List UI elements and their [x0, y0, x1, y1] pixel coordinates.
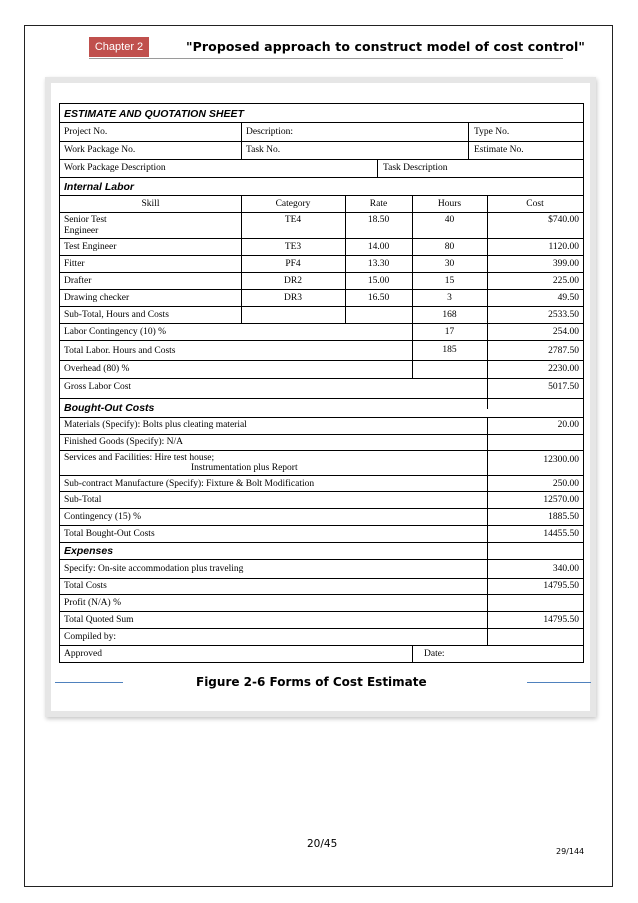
chapter-title: "Proposed approach to construct model of cost control" — [186, 39, 586, 54]
col-skill: Skill — [141, 199, 160, 209]
contingency-hours: 17 — [444, 327, 455, 337]
approved-label: Approved — [64, 649, 102, 659]
labor-category: DR3 — [284, 293, 302, 303]
materials-cost: 20.00 — [557, 420, 579, 430]
total-costs: 14795.50 — [543, 581, 579, 591]
description-label: Description: — [246, 127, 293, 137]
profit-label: Profit (N/A) % — [64, 598, 121, 608]
labor-category: TE4 — [284, 215, 302, 225]
subcontract-cost: 250.00 — [552, 479, 579, 489]
subtotal-hours: 168 — [442, 310, 457, 320]
compiled-label: Compiled by: — [64, 632, 116, 642]
total-labor-hours: 185 — [442, 345, 457, 355]
labor-rate: 15.00 — [367, 276, 390, 286]
labor-cost: 1120.00 — [548, 242, 579, 252]
services-label: Services and Facilities: Hire test house; — [64, 453, 215, 463]
labor-skill-cont: Engineer — [64, 226, 99, 236]
figure-caption: Figure 2-6 Forms of Cost Estimate — [196, 675, 427, 689]
total-labor-cost: 2787.50 — [548, 346, 579, 356]
bo-total-cost: 14455.50 — [543, 529, 579, 539]
labor-hours: 30 — [444, 259, 455, 269]
col-category: Category — [275, 199, 311, 209]
services-label-cont: Instrumentation plus Report — [191, 463, 298, 473]
labor-cost: 399.00 — [552, 259, 579, 269]
task-desc-label: Task Description — [383, 163, 448, 173]
labor-cost: $740.00 — [548, 215, 579, 225]
contingency-label: Labor Contingency (10) % — [64, 327, 167, 337]
title-rule — [89, 58, 563, 59]
bought-out-heading: Bought-Out Costs — [64, 402, 155, 414]
subcontract-label: Sub-contract Manufacture (Specify): Fixture & Bolt Modification — [64, 479, 315, 489]
work-package-no-label: Work Package No. — [64, 145, 136, 155]
labor-rate: 18.50 — [367, 215, 390, 225]
bo-subtotal-cost: 12570.00 — [543, 495, 579, 505]
labor-cost: 49.50 — [557, 293, 579, 303]
labor-skill: Senior Test — [64, 215, 107, 225]
labor-skill: Test Engineer — [64, 242, 117, 252]
gross-label: Gross Labor Cost — [64, 382, 132, 392]
labor-category: PF4 — [285, 259, 301, 269]
contingency-cost: 254.00 — [552, 327, 579, 337]
labor-skill: Fitter — [64, 259, 85, 269]
quoted-label: Total Quoted Sum — [64, 615, 134, 625]
estimate-no-label: Estimate No. — [474, 145, 524, 155]
specify-cost: 340.00 — [552, 564, 579, 574]
labor-skill: Drawing checker — [64, 293, 130, 303]
chapter-tab: Chapter 2 — [89, 37, 149, 57]
labor-hours: 80 — [444, 242, 455, 252]
date-label: Date: — [424, 649, 445, 659]
col-rate: Rate — [369, 199, 388, 209]
col-cost: Cost — [526, 199, 544, 209]
internal-labor-heading: Internal Labor — [64, 181, 135, 193]
type-no-label: Type No. — [474, 127, 510, 137]
labor-rate: 14.00 — [367, 242, 390, 252]
task-no-label: Task No. — [246, 145, 281, 155]
slide-number: 29/144 — [556, 847, 585, 856]
labor-category: TE3 — [284, 242, 302, 252]
bo-contingency-label: Contingency (15) % — [64, 512, 142, 522]
page-number: 20/45 — [307, 838, 338, 850]
labor-hours: 15 — [444, 276, 455, 286]
bo-contingency-cost: 1885.50 — [548, 512, 579, 522]
quoted-sum: 14795.50 — [543, 615, 579, 625]
col-hours: Hours — [437, 199, 462, 209]
total-labor-label: Total Labor. Hours and Costs — [64, 346, 176, 356]
labor-hours: 40 — [444, 215, 455, 225]
subtotal-label: Sub-Total, Hours and Costs — [64, 310, 169, 320]
caption-rule-right — [527, 682, 591, 683]
total-costs-label: Total Costs — [64, 581, 107, 591]
sheet-title: ESTIMATE AND QUOTATION SHEET — [64, 108, 244, 120]
specify-label: Specify: On-site accommodation plus traveling — [64, 564, 244, 574]
overhead-label: Overhead (80) % — [64, 364, 130, 374]
work-package-desc-label: Work Package Description — [64, 163, 166, 173]
expenses-heading: Expenses — [64, 545, 114, 557]
services-cost: 12300.00 — [543, 455, 579, 465]
caption-rule-left — [55, 682, 123, 683]
labor-skill: Drafter — [64, 276, 92, 286]
gross-cost: 5017.50 — [548, 382, 579, 392]
labor-rate: 13.30 — [367, 259, 390, 269]
bo-subtotal-label: Sub-Total — [64, 495, 102, 505]
bo-total-label: Total Bought-Out Costs — [64, 529, 155, 539]
labor-hours: 3 — [447, 293, 452, 303]
labor-rate: 16.50 — [367, 293, 390, 303]
overhead-cost: 2230.00 — [548, 364, 579, 374]
subtotal-cost: 2533.50 — [548, 310, 579, 320]
labor-cost: 225.00 — [552, 276, 579, 286]
estimate-sheet — [59, 103, 584, 663]
materials-label: Materials (Specify): Bolts plus cleating material — [64, 420, 247, 430]
project-no-label: Project No. — [64, 127, 108, 137]
finished-goods-label: Finished Goods (Specify): N/A — [64, 437, 184, 447]
labor-category: DR2 — [284, 276, 302, 286]
